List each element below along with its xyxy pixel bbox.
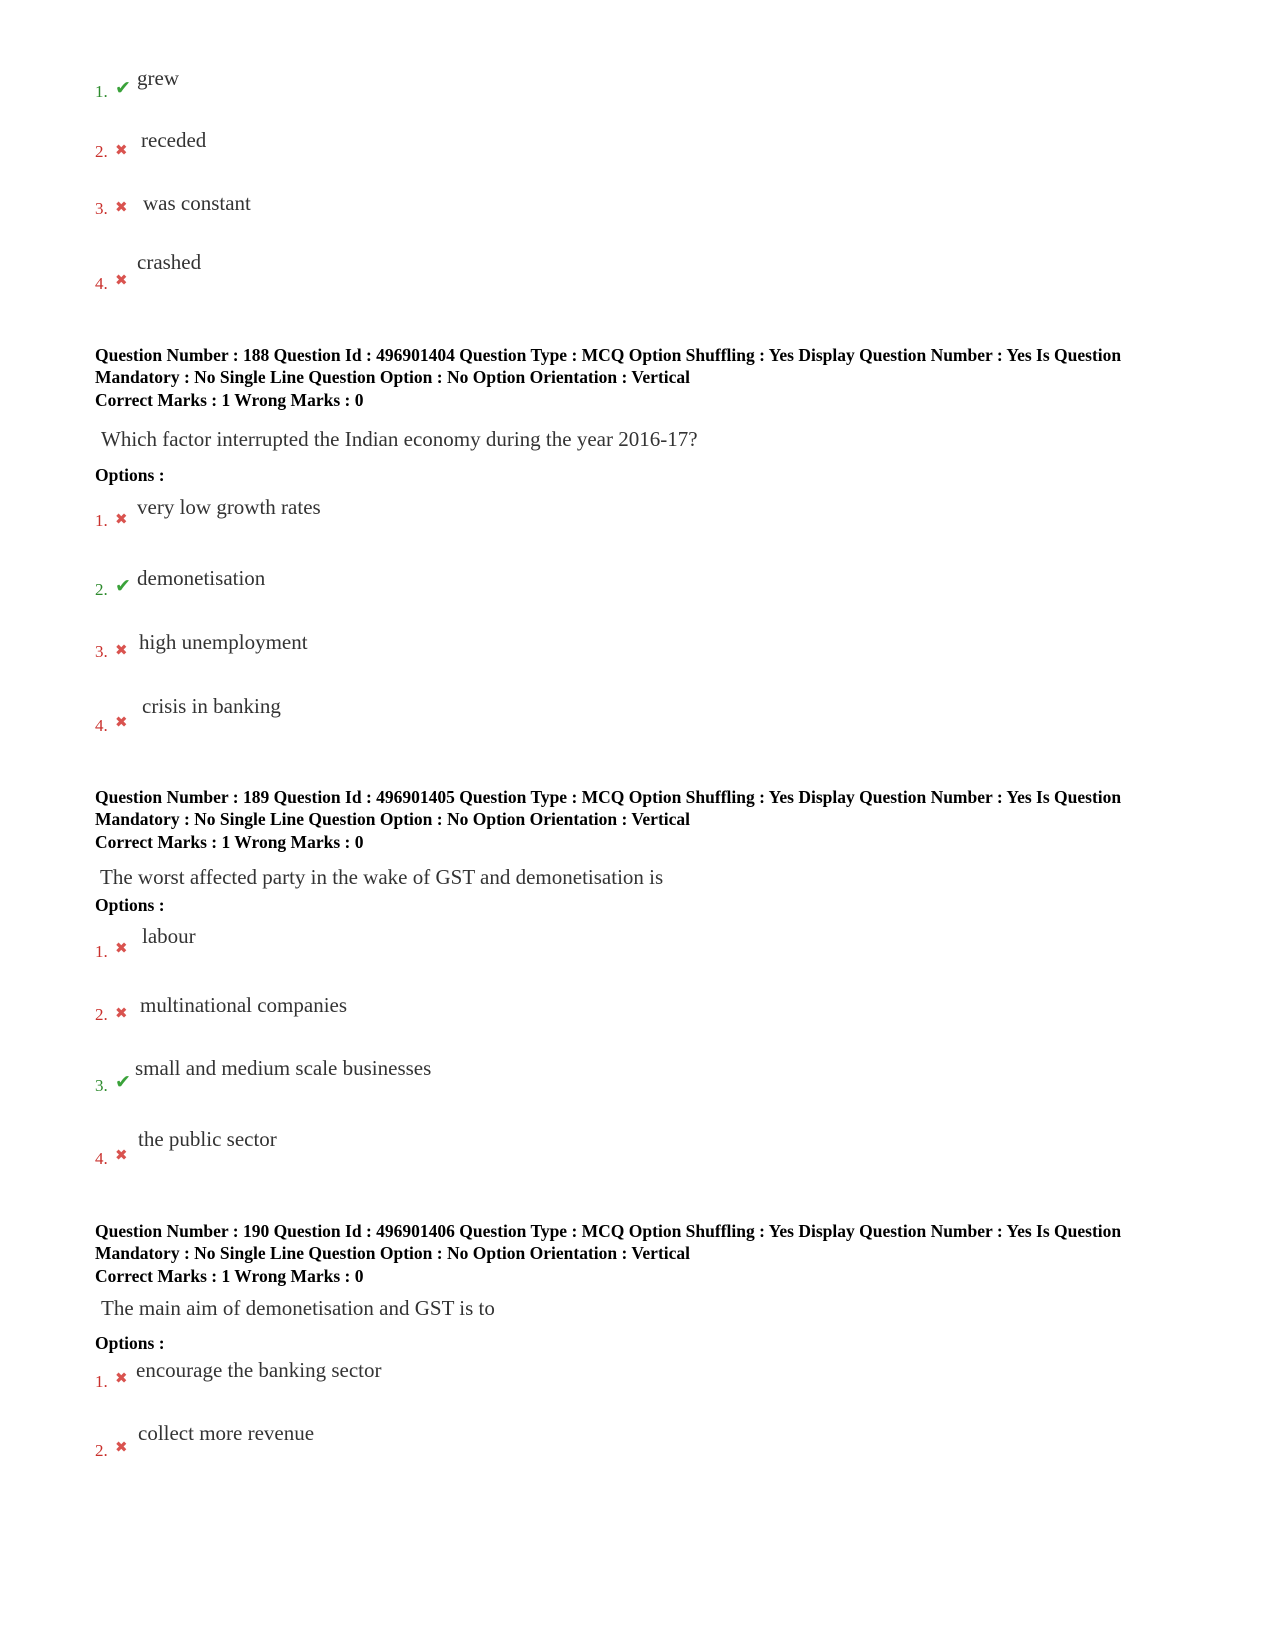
check-icon: ✔	[115, 575, 131, 597]
question-meta: Question Number : 188 Question Id : 496901404 Question Type : MCQ Option Shuffling : Yes Display Question Number : Yes Is Question Mandatory : No Single Line Question Option : No Option Orientation : Vertical	[95, 345, 1122, 387]
option-number: 1.	[95, 1372, 108, 1391]
option-item	[95, 1358, 795, 1408]
option-text: the public sector	[138, 1127, 277, 1151]
option-item	[95, 993, 795, 1043]
option-number: 4.	[95, 274, 108, 293]
option-number: 3.	[95, 199, 108, 218]
cross-icon: ✖	[115, 641, 128, 659]
option-text: small and medium scale businesses	[135, 1056, 432, 1080]
option-text: crashed	[137, 250, 202, 274]
cross-icon: ✖	[115, 1004, 128, 1022]
cross-icon: ✖	[115, 1369, 128, 1387]
option-item	[95, 495, 795, 545]
option-number: 1.	[95, 82, 108, 101]
option-number: 3.	[95, 1076, 108, 1095]
option-number: 1.	[95, 511, 108, 530]
check-icon: ✔	[115, 77, 131, 99]
question-text: The main aim of demonetisation and GST is to	[101, 1296, 495, 1320]
option-item	[95, 250, 795, 300]
options-label: Options :	[95, 1333, 165, 1353]
cross-icon: ✖	[115, 510, 128, 528]
option-item	[95, 191, 795, 241]
cross-icon: ✖	[115, 713, 128, 731]
option-item	[95, 566, 795, 616]
option-number: 2.	[95, 142, 108, 161]
options-label: Options :	[95, 895, 165, 915]
option-text: high unemployment	[139, 630, 308, 654]
option-item	[95, 66, 795, 116]
question-marks: Correct Marks : 1 Wrong Marks : 0	[95, 390, 364, 410]
option-number: 2.	[95, 580, 108, 599]
option-number: 4.	[95, 1149, 108, 1168]
option-text: very low growth rates	[137, 495, 321, 519]
option-text: encourage the banking sector	[136, 1358, 382, 1382]
cross-icon: ✖	[115, 1146, 128, 1164]
option-number: 2.	[95, 1005, 108, 1024]
cross-icon: ✖	[115, 198, 128, 216]
option-number: 3.	[95, 642, 108, 661]
option-number: 4.	[95, 716, 108, 735]
cross-icon: ✖	[115, 271, 128, 289]
option-item	[95, 1421, 795, 1471]
check-icon: ✔	[115, 1071, 131, 1093]
option-item	[95, 128, 795, 178]
option-text: receded	[141, 128, 207, 152]
cross-icon: ✖	[115, 141, 128, 159]
question-marks: Correct Marks : 1 Wrong Marks : 0	[95, 832, 364, 852]
option-item	[95, 924, 795, 974]
options-label: Options :	[95, 465, 165, 485]
cross-icon: ✖	[115, 1438, 128, 1456]
option-item	[95, 694, 795, 744]
option-text: demonetisation	[137, 566, 266, 590]
question-meta: Question Number : 190 Question Id : 496901406 Question Type : MCQ Option Shuffling : Yes Display Question Number : Yes Is Question Mandatory : No Single Line Question Option : No Option Orientation : Vertical	[95, 1221, 1122, 1263]
option-text: collect more revenue	[138, 1421, 315, 1445]
question-marks: Correct Marks : 1 Wrong Marks : 0	[95, 1266, 364, 1286]
option-text: was constant	[143, 191, 251, 215]
option-item	[95, 1127, 795, 1177]
option-item	[95, 1056, 795, 1106]
option-text: multinational companies	[140, 993, 348, 1017]
option-text: crisis in banking	[142, 694, 281, 718]
option-item	[95, 630, 795, 680]
cross-icon: ✖	[115, 939, 128, 957]
question-text: The worst affected party in the wake of GST and demonetisation is	[100, 865, 664, 889]
question-text: Which factor interrupted the Indian economy during the year 2016-17?	[101, 427, 698, 451]
option-number: 1.	[95, 942, 108, 961]
option-text: labour	[142, 924, 196, 948]
question-meta: Question Number : 189 Question Id : 496901405 Question Type : MCQ Option Shuffling : Yes Display Question Number : Yes Is Question Mandatory : No Single Line Question Option : No Option Orientation : Vertical	[95, 787, 1122, 829]
option-number: 2.	[95, 1441, 108, 1460]
option-text: grew	[137, 66, 179, 90]
